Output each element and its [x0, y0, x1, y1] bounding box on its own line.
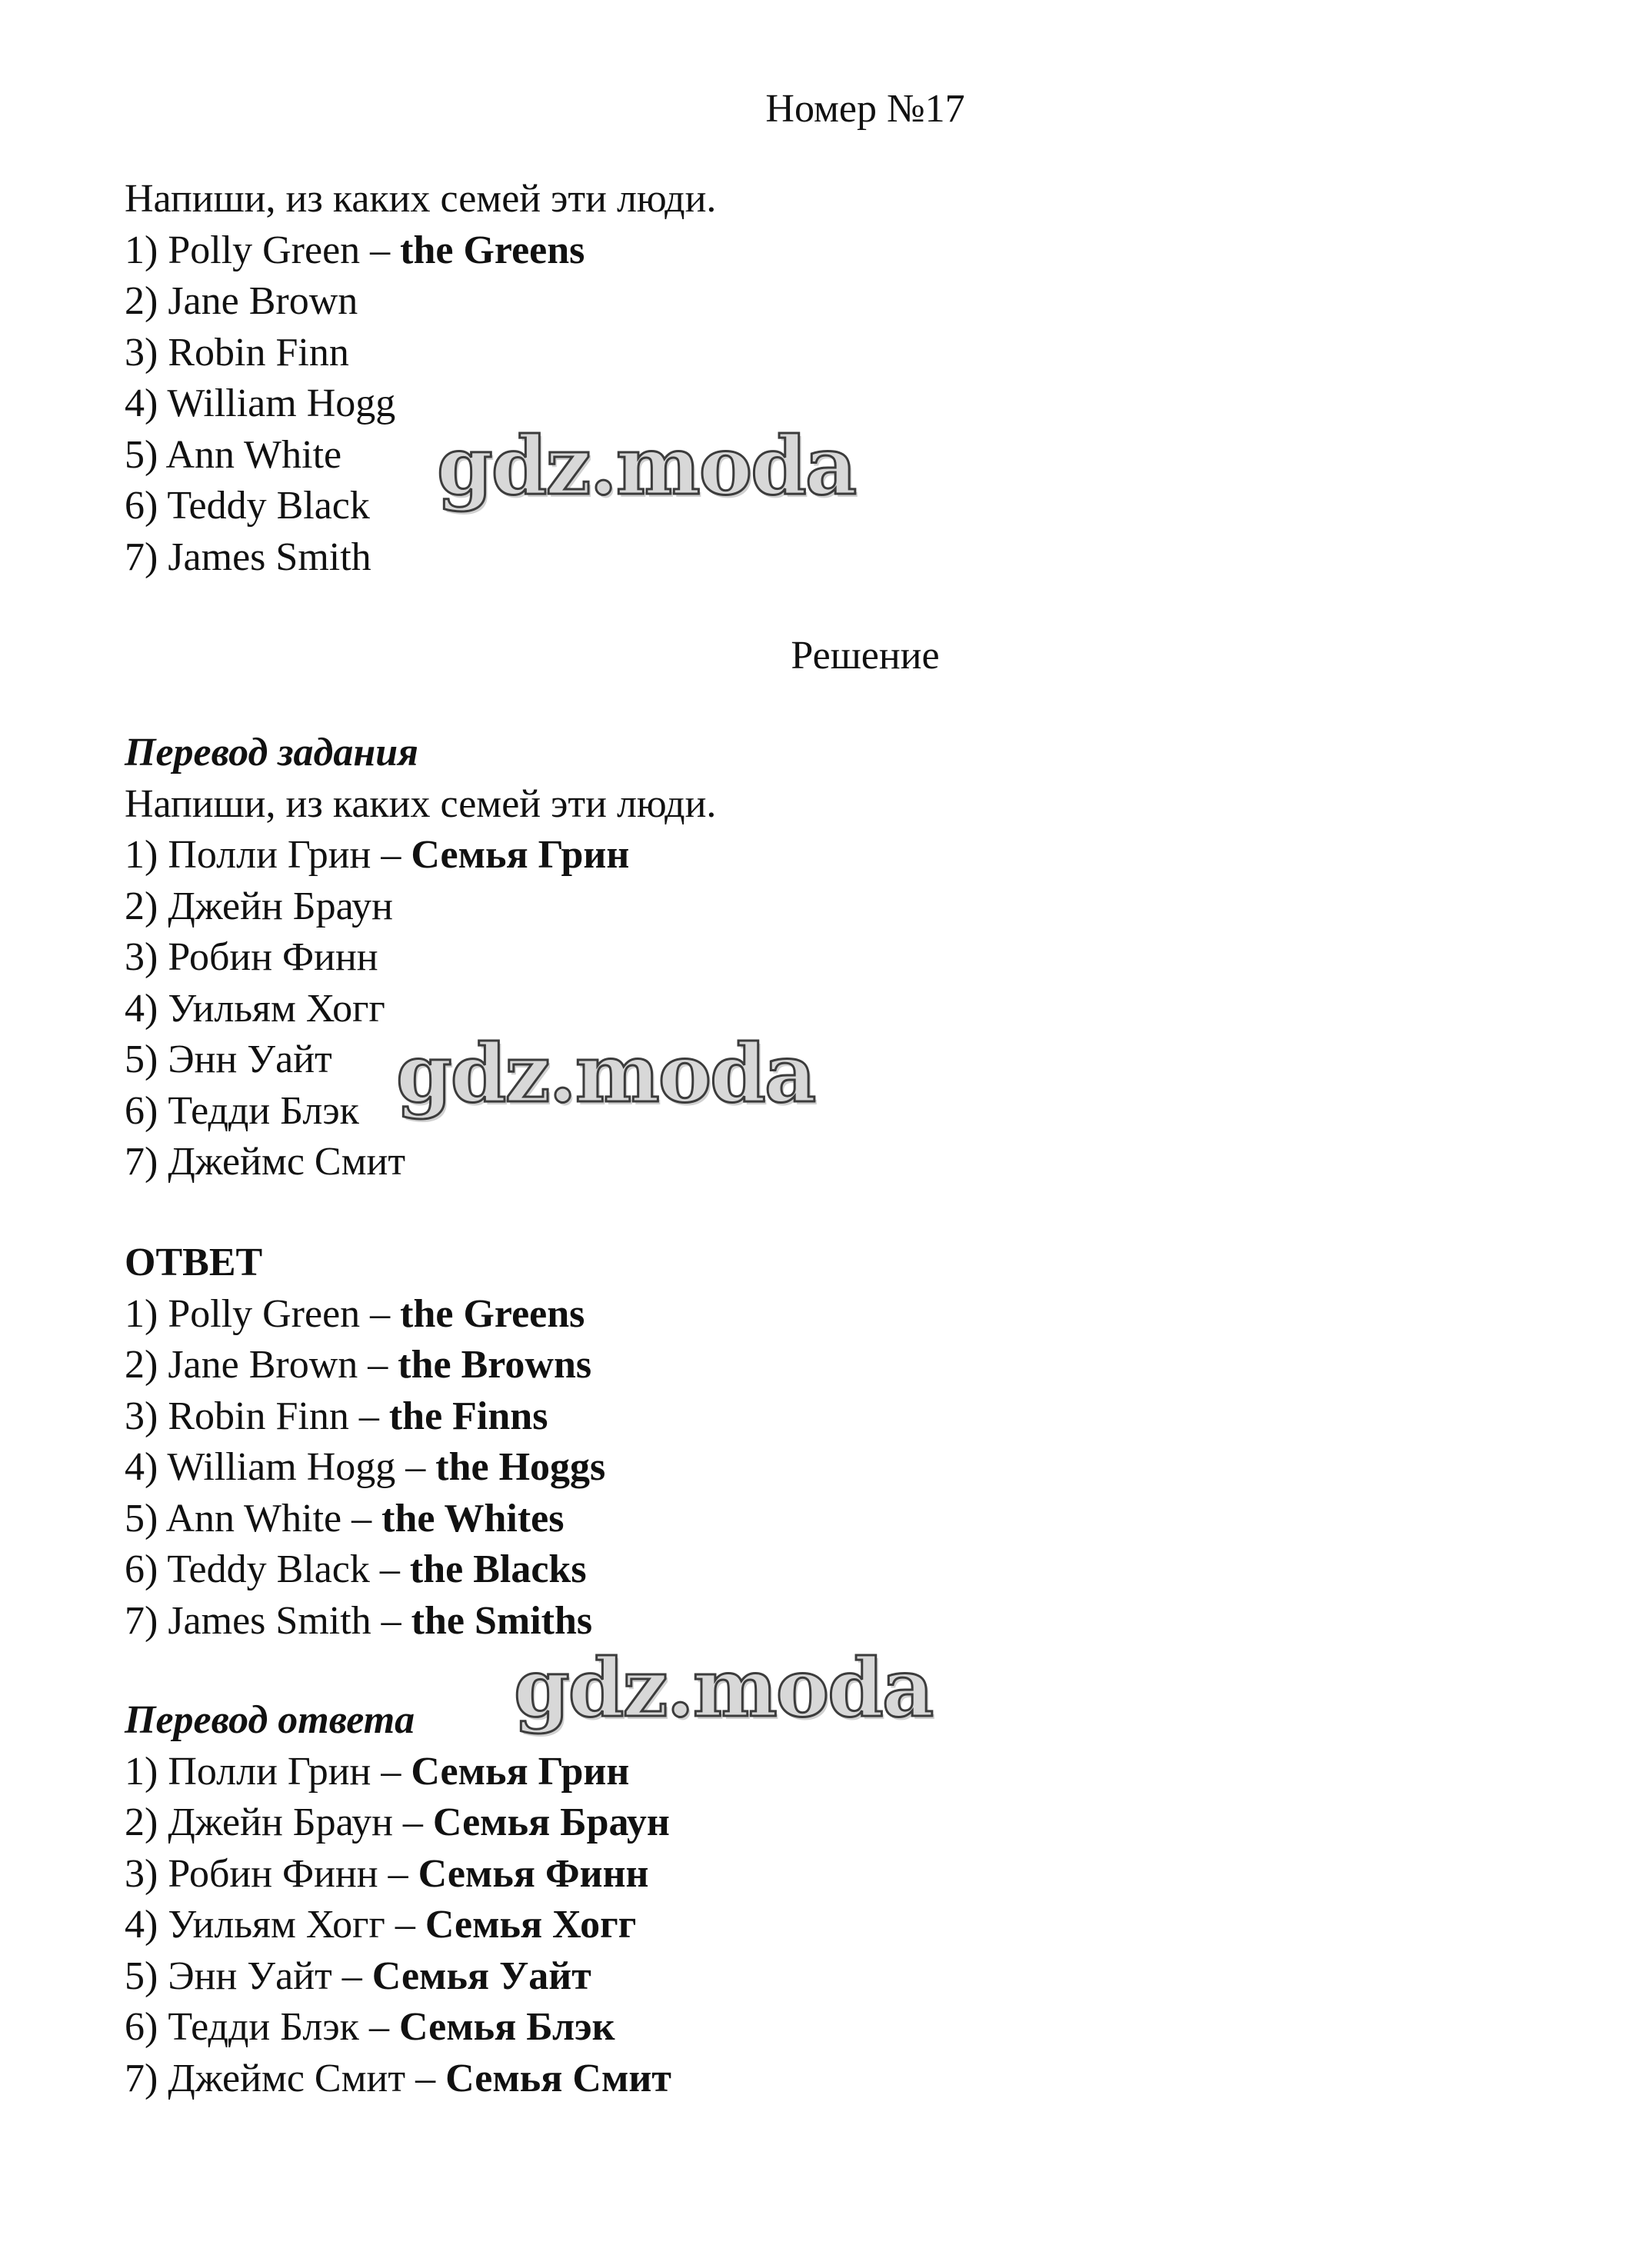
list-item: 4) Уильям Хогг – Семья Хогг	[125, 1903, 637, 1947]
list-item: 2) Джейн Браун – Семья Браун	[125, 1800, 670, 1844]
task-section	[125, 174, 716, 583]
list-item: 6) Тедди Блэк	[125, 1088, 359, 1133]
list-item: 7) James Smith	[125, 535, 371, 579]
list-item: 4) Уильям Хогг	[125, 986, 385, 1031]
section-heading: Перевод задания	[125, 731, 418, 774]
answer-section	[125, 1237, 605, 1647]
list-item: 3) Robin Finn	[125, 330, 349, 375]
list-item: 6) Teddy Black	[125, 484, 370, 528]
list-item: 7) Джеймс Смит	[125, 1140, 406, 1184]
list-item: 5) Ann White – the Whites	[125, 1496, 565, 1541]
list-item: 7) James Smith – the Smiths	[125, 1598, 593, 1643]
list-item: 1) Полли Грин – Семья Грин	[125, 1749, 630, 1794]
list-item: 5) Энн Уайт	[125, 1038, 332, 1081]
list-item: 2) Jane Brown – the Browns	[125, 1343, 592, 1387]
list-item: 5) Ann White	[125, 432, 342, 477]
watermark: gdz.moda	[514, 1640, 933, 1735]
list-item: 1) Polly Green – the Greens	[125, 1291, 585, 1336]
task-prompt: Напиши, из каких семей эти люди.	[125, 781, 717, 826]
solution-heading: Решение	[791, 634, 940, 678]
list-item: 4) William Hogg – the Hoggs	[125, 1445, 606, 1489]
page-title: Номер №17	[765, 87, 965, 131]
list-item: 1) Полли Грин – Семья Грин	[125, 833, 630, 877]
watermark: gdz.moda	[396, 1026, 815, 1121]
list-item: 6) Teddy Black – the Blacks	[125, 1547, 587, 1591]
list-item: 4) William Hogg	[125, 381, 396, 425]
list-item: 5) Энн Уайт – Семья Уайт	[125, 1954, 591, 1998]
watermark: gdz.moda	[437, 418, 856, 513]
list-item: 2) Jane Brown	[125, 279, 358, 323]
task-prompt: Напиши, из каких семей эти люди.	[125, 177, 717, 221]
list-item: 3) Робин Финн – Семья Финн	[125, 1851, 649, 1896]
list-item: 2) Джейн Браун	[125, 884, 393, 928]
section-heading: ОТВЕТ	[125, 1241, 263, 1284]
list-item: 7) Джеймс Смит – Семья Смит	[125, 2056, 671, 2100]
answer-translation-section	[125, 1695, 671, 2104]
list-item: 3) Robin Finn – the Finns	[125, 1394, 548, 1438]
section-heading: Перевод ответа	[125, 1698, 415, 1742]
list-item: 3) Робин Финн	[125, 935, 378, 979]
list-item: 1) Polly Green – the Greens	[125, 228, 585, 272]
list-item: 6) Тедди Блэк – Семья Блэк	[125, 2005, 615, 2049]
